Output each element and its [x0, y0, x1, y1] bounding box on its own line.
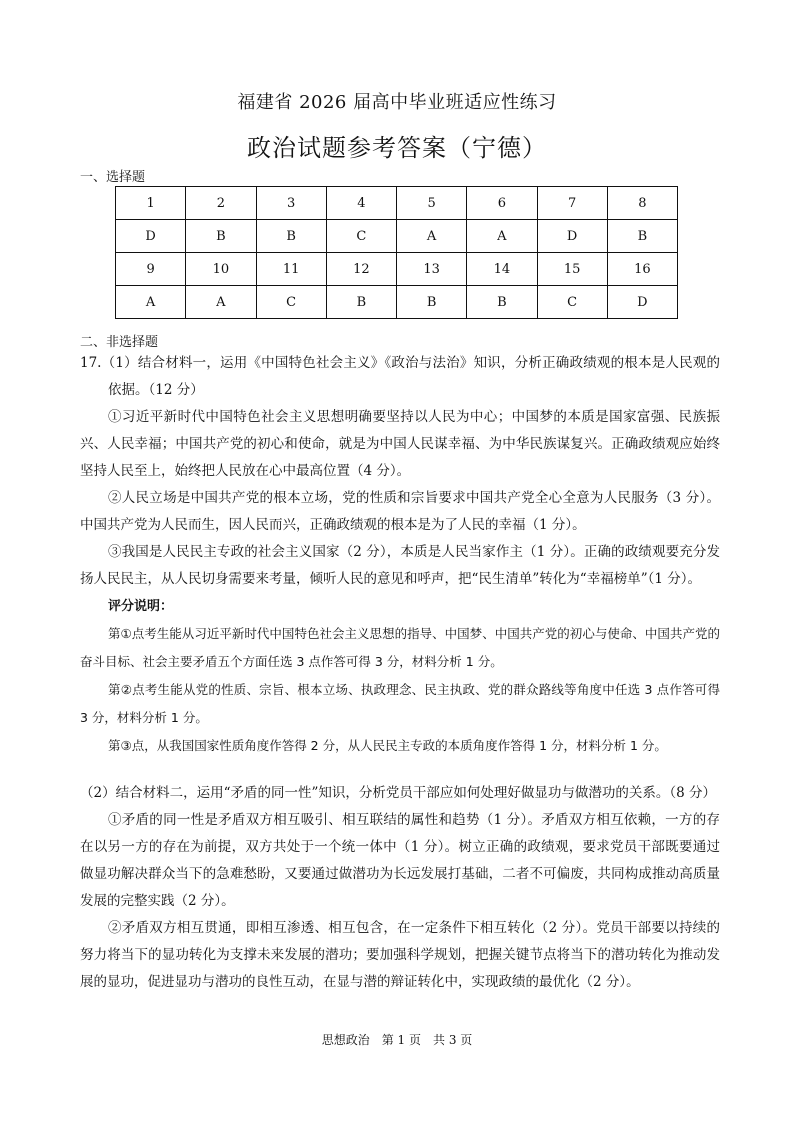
table-cell: D — [537, 220, 607, 253]
table-cell: 10 — [186, 253, 256, 286]
table-row — [116, 253, 678, 286]
scoring-note-1: 第①点考生能从习近平新时代中国特色社会主义思想的指导、中国梦、中国共产党的初心与使命、中国共产党的奋斗目标、社会主要矛盾五个方面任选 3 点作答可得 3 分，材料分析 1 分。 — [80, 626, 720, 669]
table-cell: A — [467, 220, 537, 253]
answer-point-1: ①矛盾的同一性是矛盾双方相互吸引、相互联结的属性和趋势（1 分）。矛盾双方相互依赖，一方的存在以另一方的存在为前提，双方共处于一个统一体中（1 分）。树立正确的政绩观，要求党员干部既要通过做显功解决群众当下的急难愁盼，又要通过做潜功为长远发展打基础，二者不可偏废，共同构成推动高质量发展的完整实践（2 分）。 — [80, 812, 720, 909]
answer-point-2: ②矛盾双方相互贯通，即相互渗透、相互包含，在一定条件下相互转化（2 分）。党员干部要以持续的努力将当下的显功转化为支撑未来发展的潜功；要加强科学规划，把握关键节点将当下的潜功转化为推动发展的显功，促进显功与潜功的良性互动，在显与潜的辩证转化中，实现政绩的最优化（2 分）。 — [80, 920, 720, 990]
table-cell: 4 — [326, 187, 396, 220]
answer-table — [115, 186, 678, 319]
table-cell: D — [607, 286, 677, 319]
scoring-note-2: 第②点考生能从党的性质、宗旨、根本立场、执政理念、民主执政、党的群众路线等角度中任选 3 点作答可得 3 分，材料分析 1 分。 — [80, 682, 720, 725]
answer-point-3: ③我国是人民民主专政的社会主义国家（2 分），本质是人民当家作主（1 分）。正确的政绩观要充分发扬人民民主，从人民切身需要来考量，倾听人民的意见和呼声，把“民生清单”转化为“幸福榜单”（1 分）。 — [80, 544, 720, 587]
table-cell: C — [326, 220, 396, 253]
scoring-note-3: 第③点，从我国国家性质角度作答得 2 分，从人民民主专政的本质角度作答得 1 分，材料分析 1 分。 — [108, 738, 667, 753]
table-cell: 11 — [256, 253, 326, 286]
table-cell: 2 — [186, 187, 256, 220]
table-cell: B — [186, 220, 256, 253]
table-cell: D — [116, 220, 186, 253]
table-cell: 7 — [537, 187, 607, 220]
table-cell: 6 — [467, 187, 537, 220]
table-cell: 16 — [607, 253, 677, 286]
table-cell: B — [326, 286, 396, 319]
table-cell: A — [397, 220, 467, 253]
table-cell: A — [186, 286, 256, 319]
table-cell: 9 — [116, 253, 186, 286]
table-cell: B — [467, 286, 537, 319]
table-cell: B — [397, 286, 467, 319]
question-17-part1 — [80, 350, 720, 760]
table-cell: 5 — [397, 187, 467, 220]
answer-point-1: ①习近平新时代中国特色社会主义思想明确要坚持以人民为中心；中国梦的本质是国家富强、民族振兴、人民幸福；中国共产党的初心和使命，就是为中国人民谋幸福、为中华民族谋复兴。正确政绩观应始终坚持人民至上，始终把人民放在心中最高位置（4 分）。 — [80, 409, 720, 479]
question-17-1-prompt: 17.（1）结合材料一，运用《中国特色社会主义》《政治与法治》知识，分析正确政绩观的根本是人民观的依据。（12 分） — [80, 355, 720, 398]
section-nonchoice-title: 二、非选择题 — [80, 335, 159, 350]
table-row — [116, 187, 678, 220]
table-row — [116, 286, 678, 319]
scoring-notes-title: 评分说明： — [108, 599, 174, 614]
document-title-line1: 福建省 2026 届高中毕业班适应性练习 — [237, 92, 557, 113]
answer-point-2: ②人民立场是中国共产党的根本立场，党的性质和宗旨要求中国共产党全心全意为人民服务（3 分）。中国共产党为人民而生，因人民而兴，正确政绩观的根本是为了人民的幸福（1 分）。 — [80, 490, 720, 533]
table-cell: C — [537, 286, 607, 319]
table-cell: B — [256, 220, 326, 253]
question-17-part2 — [80, 780, 720, 996]
table-cell: 1 — [116, 187, 186, 220]
document-title-line2: 政治试题参考答案（宁德） — [247, 134, 547, 162]
table-cell: 14 — [467, 253, 537, 286]
table-cell: C — [256, 286, 326, 319]
table-row — [116, 220, 678, 253]
table-cell: 8 — [607, 187, 677, 220]
table-cell: B — [607, 220, 677, 253]
page-footer: 思想政治 第 1 页 共 3 页 — [321, 1033, 473, 1047]
table-cell: 3 — [256, 187, 326, 220]
section-choice-title: 一、选择题 — [80, 170, 146, 185]
table-cell: 12 — [326, 253, 396, 286]
table-cell: 15 — [537, 253, 607, 286]
table-cell: A — [116, 286, 186, 319]
question-17-2-prompt: （2）结合材料二，运用“矛盾的同一性”知识，分析党员干部应如何处理好做显功与做潜功的关系。（8 分） — [80, 785, 717, 801]
table-cell: 13 — [397, 253, 467, 286]
